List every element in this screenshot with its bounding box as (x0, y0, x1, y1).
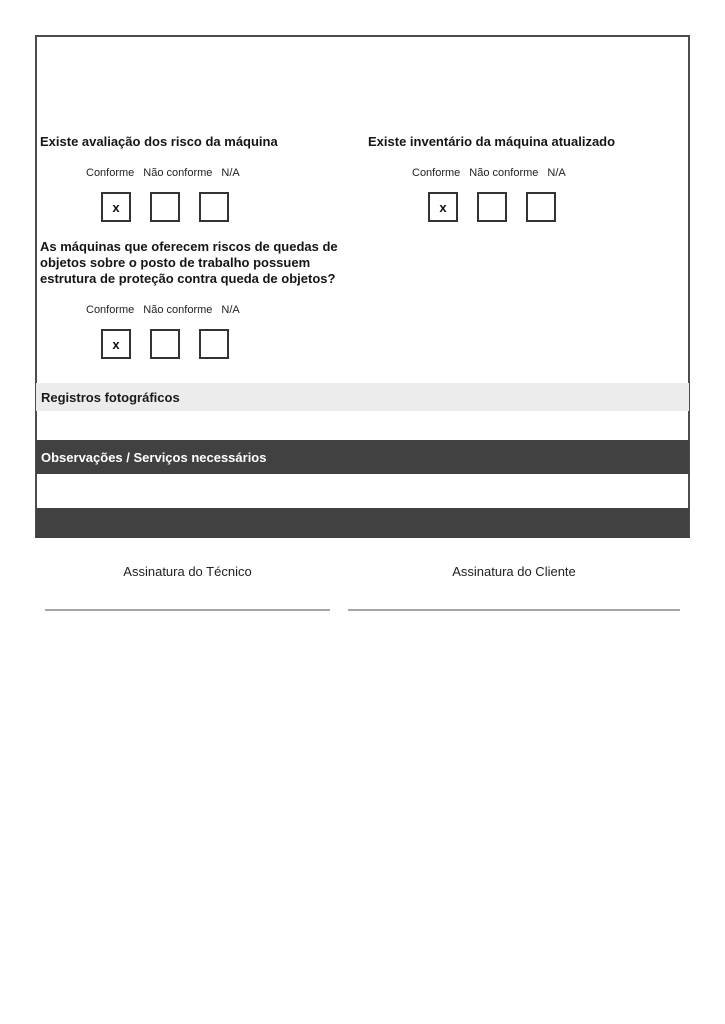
option-label-conforme: Conforme (412, 167, 461, 179)
checkbox-na[interactable] (199, 192, 229, 222)
signature-label-client: Assinatura do Cliente (452, 564, 576, 579)
option-labels-group-1 (86, 167, 240, 179)
option-label-na: N/A (221, 304, 240, 316)
checkbox-na[interactable] (199, 329, 229, 359)
checkbox-nao-conforme[interactable] (150, 192, 180, 222)
section-header-label: Observações / Serviços necessários (41, 449, 267, 465)
checkbox-group-1 (101, 192, 229, 222)
option-label-nao-conforme: Não conforme (469, 167, 539, 179)
option-labels-group-3 (86, 304, 240, 316)
photo-records-area (37, 411, 688, 440)
checkbox-nao-conforme[interactable] (150, 329, 180, 359)
signature-line-technician (45, 609, 330, 611)
checkbox-group-3 (101, 329, 229, 359)
option-label-na: N/A (221, 167, 240, 179)
checkbox-group-2 (428, 192, 556, 222)
checkbox-conforme[interactable] (428, 192, 458, 222)
section-header-photo-records (36, 383, 689, 411)
option-label-conforme: Conforme (86, 304, 135, 316)
checkbox-nao-conforme[interactable] (477, 192, 507, 222)
checkbox-x-mark: x (112, 336, 120, 352)
option-label-nao-conforme: Não conforme (143, 167, 213, 179)
checkbox-na[interactable] (526, 192, 556, 222)
footer-bar (36, 508, 689, 538)
checkbox-x-mark: x (112, 199, 120, 215)
option-label-conforme: Conforme (86, 167, 135, 179)
section-header-label: Registros fotográficos (41, 389, 180, 405)
option-label-nao-conforme: Não conforme (143, 304, 213, 316)
option-label-na: N/A (547, 167, 566, 179)
checkbox-conforme[interactable] (101, 329, 131, 359)
question-risk-assessment: Existe avaliação dos risco da máquina (40, 134, 278, 149)
observations-area (37, 474, 688, 508)
option-labels-group-2 (412, 167, 566, 179)
question-falling-objects-protection: As máquinas que oferecem riscos de quedas de objetos sobre o posto de trabalho possuem estrutura de proteção contra queda de objetos? (40, 239, 338, 286)
section-header-observations (36, 440, 689, 474)
checkbox-conforme[interactable] (101, 192, 131, 222)
question-inventory-updated: Existe inventário da máquina atualizado (368, 134, 616, 149)
signature-line-client (348, 609, 680, 611)
signature-label-technician: Assinatura do Técnico (123, 564, 252, 579)
checkbox-x-mark: x (439, 199, 447, 215)
